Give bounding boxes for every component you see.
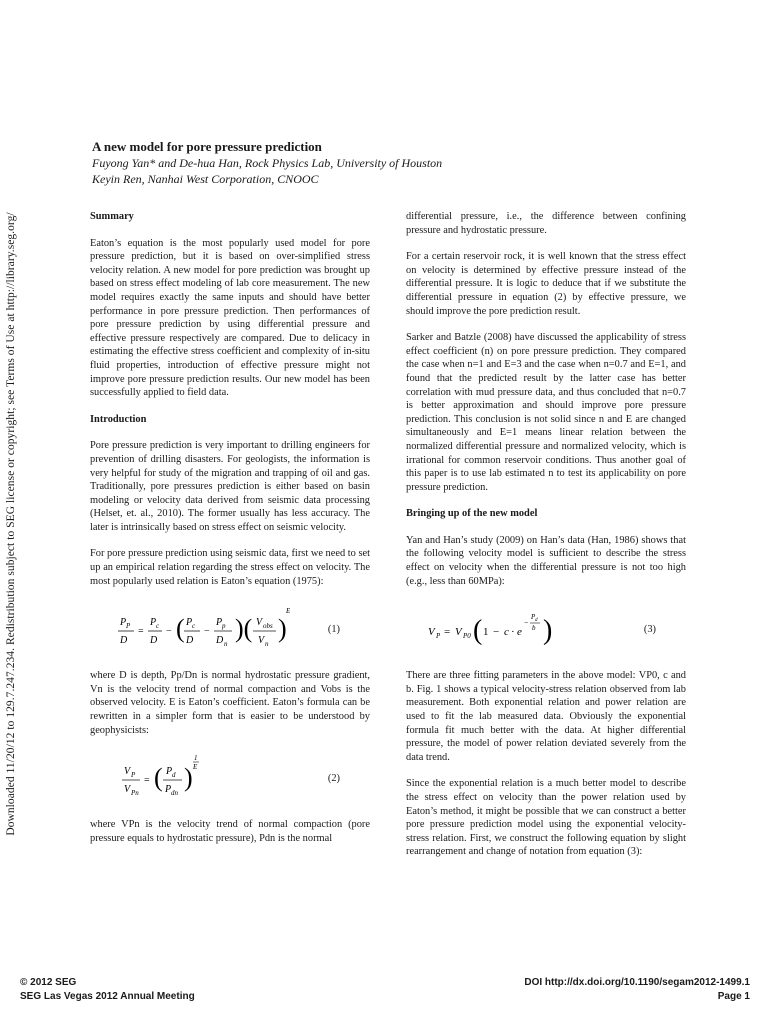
svg-text:P: P [531,613,536,622]
svg-text:−: − [493,626,500,639]
svg-text:(: ( [176,614,185,644]
svg-text:1: 1 [194,754,198,763]
svg-text:): ) [278,614,287,644]
svg-text:P: P [186,617,193,629]
svg-text:): ) [543,615,553,647]
svg-text:D: D [216,635,224,647]
body-paragraph: For a certain reservoir rock, it is well known that the stress effect on velocity is determined by effective pressure instead of the differential pressure. It is logic to deduce that if we substitute the differential pressure in equation (2) by effective pressure, we should improve the pore prediction result. [406,251,686,317]
svg-text:(: ( [473,615,483,647]
summary-heading: Summary [90,211,134,222]
body-paragraph: Sarker and Batzle (2008) have discussed the applicability of stress effect coefficient (n) on pore pressure prediction. They compared the case when n=1 and E=3 and the case when n=0.7 and E=1, and found that the predicted result by the latter case has better correlation with mud pressure data, and thus concluded that n=0.7 is better approximation and should improve pore pressure prediction. This conclusion is not solid since n and E are changed simultaneously and E=1 means linear relation between the normalized differential pressure and normalized velocity, which is irrational for common reservoir conditions. Thus another goal of this paper is to use lab estimated n to test its applicability on pore pressure prediction. [406,332,686,493]
svg-text:P: P [131,771,136,780]
doi-link[interactable]: DOI http://dx.doi.org/10.1190/segam2012-1499.1 [524,977,750,988]
intro-paragraph: Pore pressure prediction is very important to drilling engineers for prevention of drilling disasters. For geologists, the information is very helpful for study of the migration and trapping of oil and gas. Traditionally, pore pressures prediction is either based on basin modeling or velocity data derived from seismic data processing (Helset, et. al., 2010). The former usually has less accuracy. The later is intrinsically based on stress effect on seismic velocity. [90,440,370,533]
svg-text:=: = [444,626,451,639]
svg-text:=: = [138,626,144,638]
svg-text:P: P [150,617,157,629]
body-paragraph: There are three fitting parameters in the above model: VP0, c and b. Fig. 1 shows a typical velocity-stress relation observed from lab measurement. Both exponential relation and power relation are used to fit the lab measured data. Obviously the exponential formula fit much better with the data. At higher differential pressure, the model of power relation deviated severely from the data trend. [406,670,686,763]
new-model-heading: Bringing up of the new model [406,508,538,520]
svg-text:V: V [124,766,131,778]
paper-title: A new model for pore pressure prediction [92,139,322,154]
svg-text:Pn: Pn [131,789,139,798]
svg-text:): ) [184,763,193,793]
svg-text:c: c [192,622,196,631]
svg-text:=: = [144,775,150,787]
svg-text:P: P [216,617,223,629]
author-line: Keyin Ren, Nanhai West Corporation, CNOOC [92,172,319,186]
svg-text:1: 1 [483,626,489,639]
svg-text:d: d [172,771,176,780]
svg-text:V: V [455,626,462,639]
equation-1-formula [90,601,290,659]
svg-text:P: P [120,617,127,629]
equation-2-explanation: where VPn is the velocity trend of normal compaction (pore pressure equals to hydrostatic pressure), Pdn is the normal [90,819,370,844]
svg-text:·: · [511,626,515,639]
equation-3-number: (3) [643,624,656,636]
svg-text:n: n [265,640,269,649]
svg-text:obs: obs [263,622,273,631]
body-paragraph: Yan and Han’s study (2009) on Han’s data (Han, 1986) shows that the following velocity model is sufficient to describe the stress effect on velocity when the differential pressure is not too high (e.g., less than 60MPa): [406,534,686,587]
download-notice-text: Downloaded 11/20/12 to 129.7.247.234. Redistribution subject to SEG license or copyright; see Terms of Use at http://library.seg.org/ [5,212,17,836]
author-line: Fuyong Yan* and De-hua Han, Rock Physics Lab, University of Houston [92,156,443,170]
svg-text:E: E [286,607,290,616]
download-notice [4,164,18,884]
body-paragraph: differential pressure, i.e., the difference between confining pressure and hydrostatic pressure. [406,211,686,236]
svg-text:n: n [224,640,228,649]
svg-text:D: D [186,635,194,647]
svg-text:P: P [165,784,172,796]
svg-text:V: V [256,617,263,629]
svg-text:−: − [204,626,210,638]
svg-text:D: D [120,635,128,647]
svg-text:E: E [193,763,198,772]
equation-1-explanation: where D is depth, Pp/Dn is normal hydrostatic pressure gradient, Vn is the velocity trend of normal compaction and Vobs is the observed velocity. E is Eaton’s coefficient. Eaton’s formula can be rewritten in a simpler form that is easier to be understood by geophysicists: [90,670,370,736]
svg-text:p: p [222,622,226,631]
svg-text:P: P [436,632,441,641]
svg-text:D: D [150,635,158,647]
equation-1 [90,601,370,659]
author-list [92,155,442,187]
copyright: © 2012 SEG [20,977,77,988]
page-number: Page 1 [717,991,750,1002]
body-paragraph: Since the exponential relation is a much better model to describe the stress effect on velocity than the power relation used by Eaton’s method, it might be possible that we can construct a better pore pressure prediction model using the exponential velocity-stress relation. First, we construct the following equation by slight rearrangement and change of notation from equation (3): [406,778,686,858]
svg-text:b: b [532,624,536,633]
svg-text:d: d [535,618,538,624]
svg-text:P: P [166,766,173,778]
equation-2-number: (2) [327,773,340,785]
svg-text:dn: dn [171,789,178,798]
summary-paragraph: Eaton’s equation is the most popularly used model for pore pressure prediction, but it is based on over-simplified stress velocity relation. A new model for pore prediction was brought up based on stress effect modeling of lab core measurement. The new model requires exactly the same inputs and should have better performance in pore pressure prediction. Then performances of pore pressure prediction by using differential pressure and effective pressure respectively are compared. Due to delicacy in estimating the effective stress coefficient and complexity of in-situ fluid properties, introduction of effective pressure might not improve pore pressure prediction results. Our new model has been successfully applied to field data. [90,237,370,399]
svg-text:e: e [517,626,522,639]
introduction-heading: Introduction [90,413,147,425]
left-column [90,210,370,858]
svg-text:−: − [524,618,529,628]
svg-text:(: ( [154,763,163,793]
svg-text:P: P [126,622,131,631]
svg-text:V: V [428,626,435,639]
svg-text:−: − [166,626,172,638]
svg-text:P0: P0 [463,632,471,641]
equation-2-formula [90,750,290,808]
equation-3 [406,601,686,659]
svg-text:c: c [156,622,160,631]
right-column [406,210,686,872]
meeting-name: SEG Las Vegas 2012 Annual Meeting [20,991,195,1002]
equation-1-number: (1) [327,624,340,636]
equation-3-formula [406,601,606,659]
equation-2 [90,750,370,808]
svg-text:V: V [124,784,131,796]
svg-text:c: c [504,626,509,639]
svg-text:V: V [258,635,265,647]
intro-paragraph: For pore pressure prediction using seismic data, first we need to set up an empirical relation regarding the stress effect on velocity. The most popularly used relation is Eaton’s equation (1975): [90,548,370,587]
svg-text:)(: )( [235,614,253,644]
